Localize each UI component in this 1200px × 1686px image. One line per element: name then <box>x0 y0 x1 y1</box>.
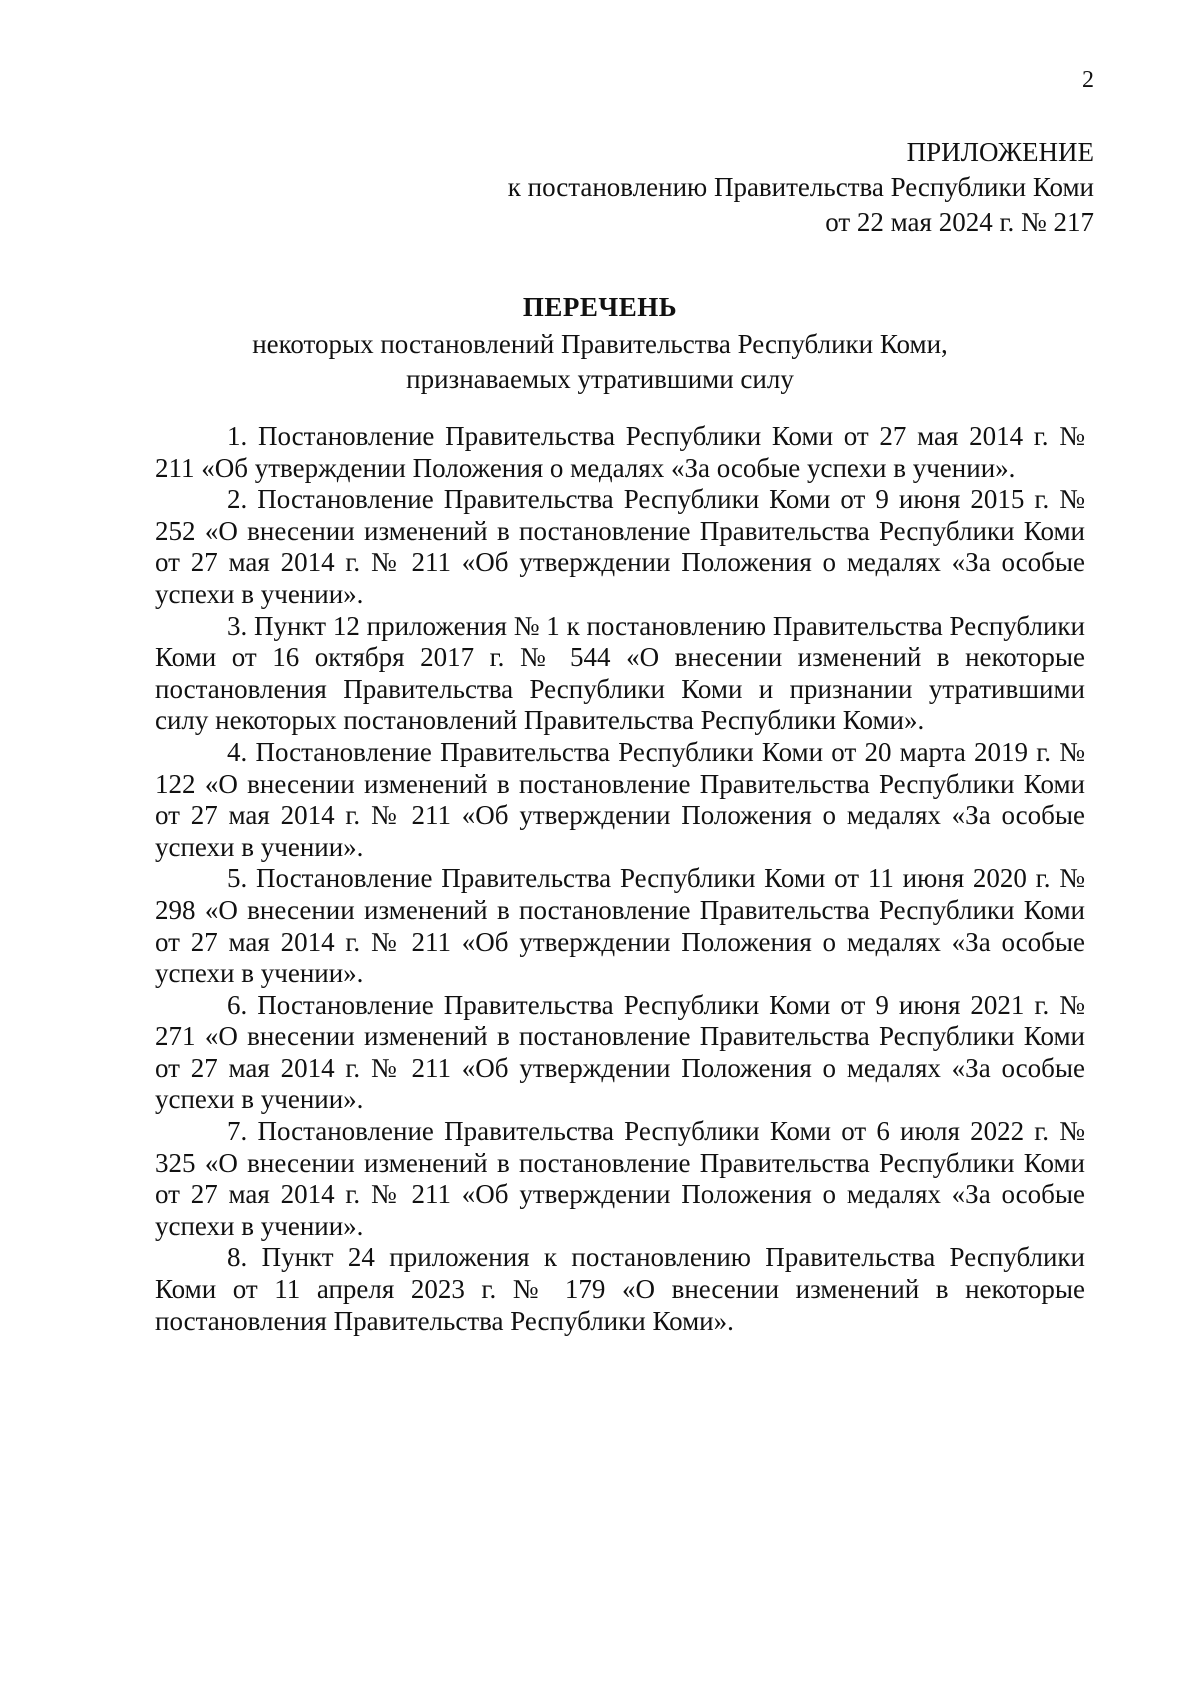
document-heading <box>0 290 1200 397</box>
list-item-8: 8. Пункт 24 приложения к постановлению Правительства Республики Коми от 11 апреля 2023 г. № 179 «О внесении изменений в некоторые постановления Правительства Республики Коми». <box>155 1242 1085 1336</box>
appendix-date-number: от 22 мая 2024 г. № 217 <box>825 207 1094 237</box>
heading-subtitle-line1: некоторых постановлений Правительства Республики Коми, <box>252 329 948 359</box>
appendix-reference: к постановлению Правительства Республики Коми <box>507 172 1094 202</box>
heading-subtitle-line2: признаваемых утратившими силу <box>406 364 794 394</box>
appendix-header <box>508 135 1094 240</box>
list-item-4: 4. Постановление Правительства Республики Коми от 20 марта 2019 г. № 122 «О внесении изменений в постановление Правительства Республики Коми от 27 мая 2014 г. № 211 «Об утверждении Положения о медалях «За особые успехи в учении». <box>155 736 1085 862</box>
list-item-7: 7. Постановление Правительства Республики Коми от 6 июля 2022 г. № 325 «О внесении изменений в постановление Правительства Республики Коми от 27 мая 2014 г. № 211 «Об утверждении Положения о медалях «За особые успехи в учении». <box>155 1116 1085 1241</box>
appendix-label: ПРИЛОЖЕНИЕ <box>906 137 1094 167</box>
decree-list <box>155 421 1085 1337</box>
list-item-2: 2. Постановление Правительства Республики Коми от 9 июня 2015 г. № 252 «О внесении изменений в постановление Правительства Республики Коми от 27 мая 2014 г. № 211 «Об утверждении Положения о медалях «За особые успехи в учении». <box>155 484 1085 609</box>
list-item-6: 6. Постановление Правительства Республики Коми от 9 июня 2021 г. № 271 «О внесении изменений в постановление Правительства Республики Коми от 27 мая 2014 г. № 211 «Об утверждении Положения о медалях «За особые успехи в учении». <box>155 989 1085 1115</box>
list-item-3: 3. Пункт 12 приложения № 1 к постановлению Правительства Республики Коми от 16 октября 2017 г. № 544 «О внесении изменений в некоторые постановления Правительства Республики Коми и признании утратившими силу некоторых постановлений Правительства Республики Коми». <box>155 610 1085 736</box>
list-item-1: 1. Постановление Правительства Республики Коми от 27 мая 2014 г. № 211 «Об утверждении Положения о медалях «За особые успехи в учении». <box>155 421 1085 483</box>
heading-title: ПЕРЕЧЕНЬ <box>522 292 678 322</box>
list-item-5: 5. Постановление Правительства Республики Коми от 11 июня 2020 г. № 298 «О внесении изменений в постановление Правительства Республики Коми от 27 мая 2014 г. № 211 «Об утверждении Положения о медалях «За особые успехи в учении». <box>155 863 1085 989</box>
page-number: 2 <box>1082 67 1094 93</box>
